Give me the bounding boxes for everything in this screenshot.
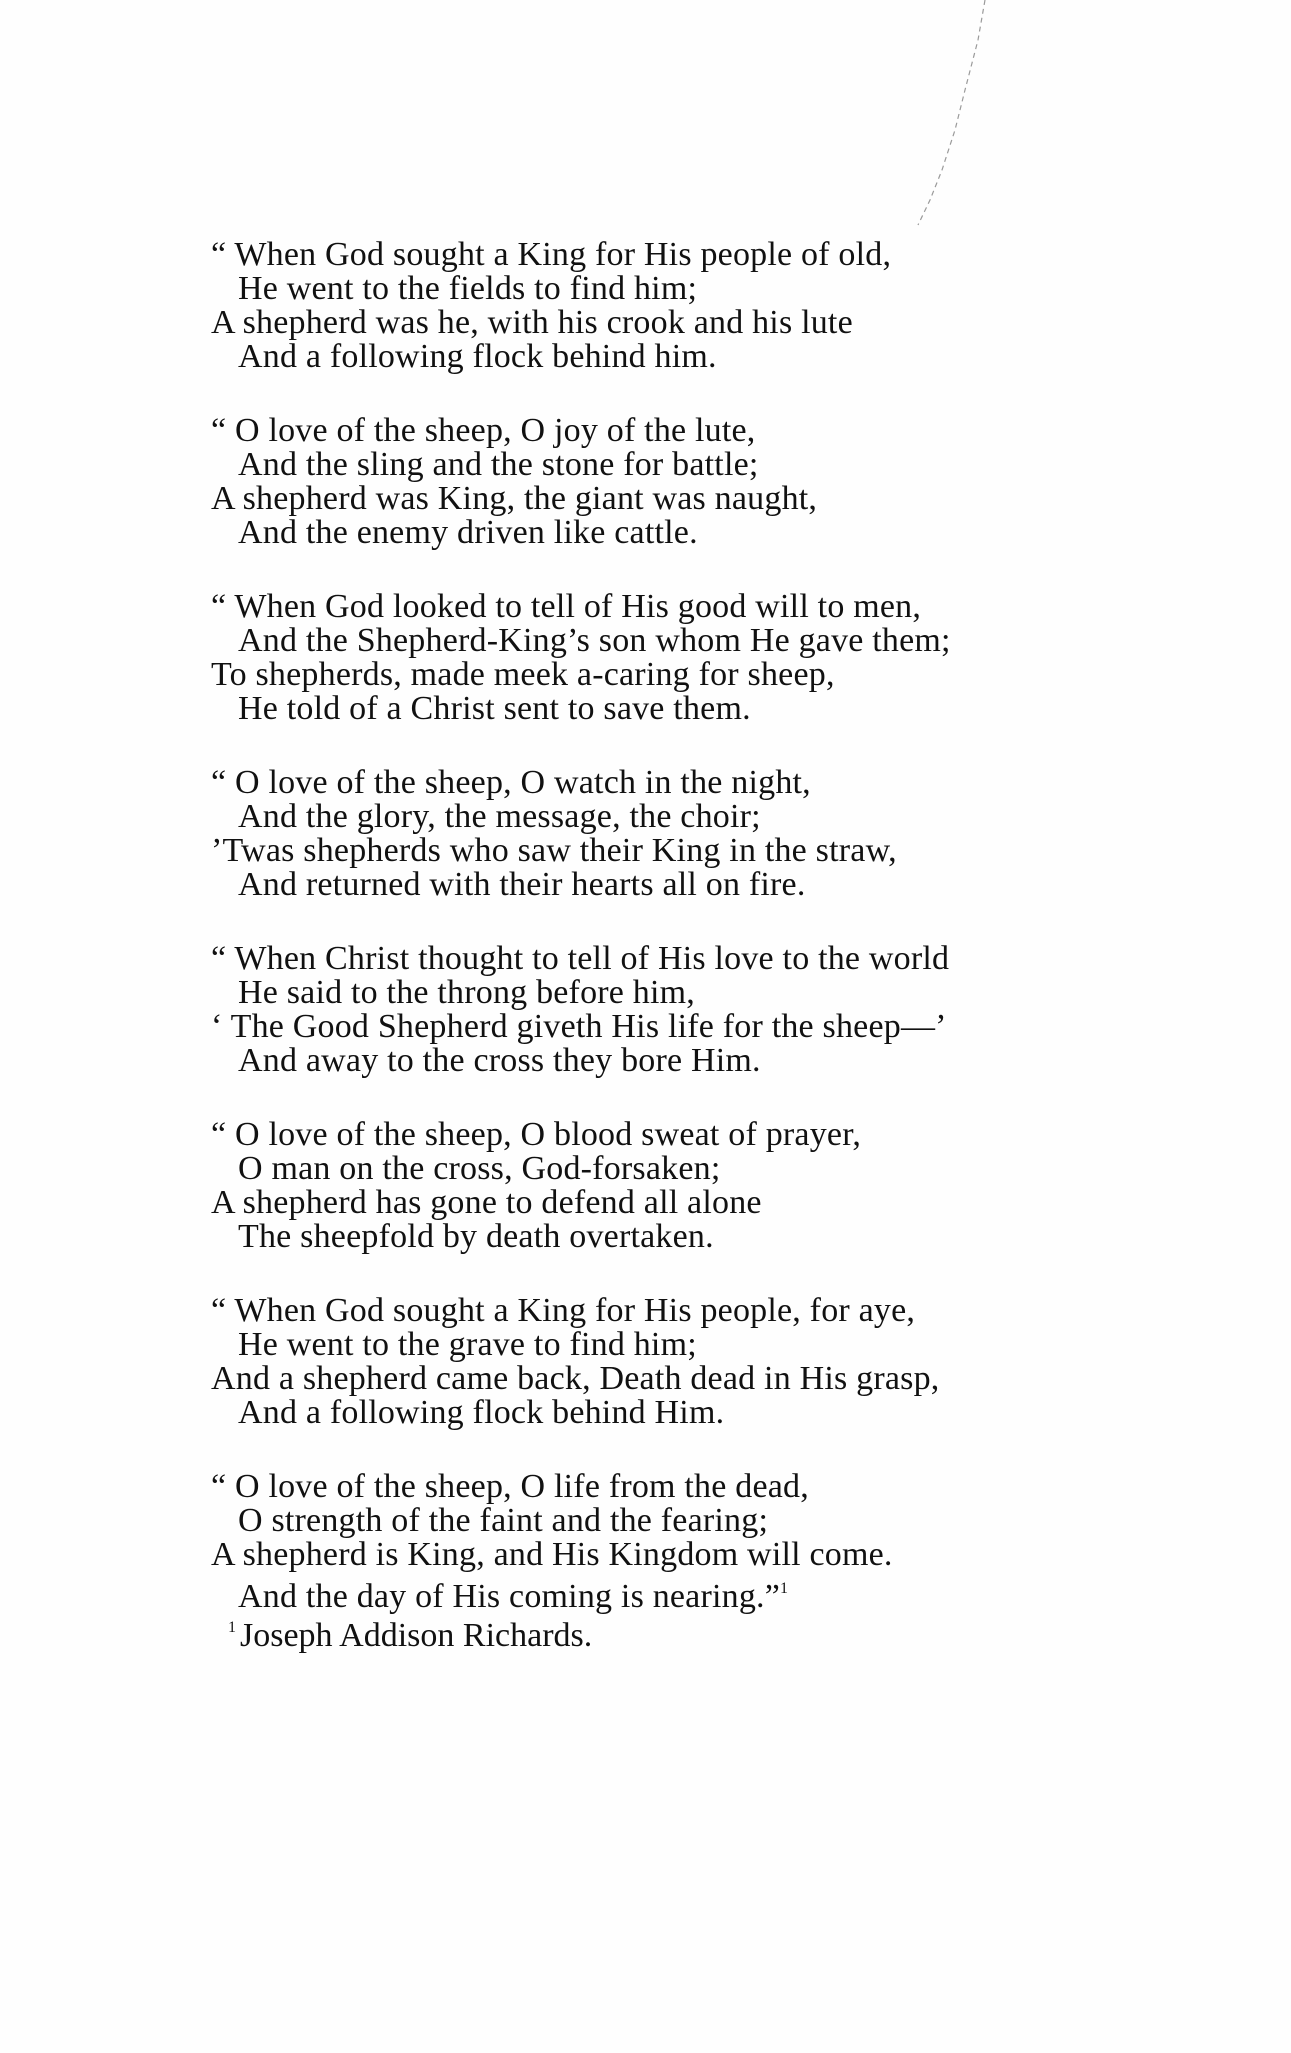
- poem-line: To shepherds, made meek a-caring for sheep,: [211, 656, 835, 693]
- stanza-3: [205, 590, 1125, 726]
- footnote-text: Joseph Addison Richards.: [240, 1617, 593, 1654]
- poem: [205, 238, 1125, 1654]
- poem-line: O strength of the faint and the fearing;: [238, 1502, 769, 1539]
- poem-line: And the glory, the message, the choir;: [238, 798, 761, 835]
- poem-line: “ O love of the sheep, O joy of the lute,: [211, 412, 756, 449]
- poem-line: And the Shepherd-King’s son whom He gave them;: [238, 622, 951, 659]
- poem-line: The sheepfold by death overtaken.: [238, 1218, 714, 1255]
- poem-line: O man on the cross, God-forsaken;: [238, 1150, 721, 1187]
- poem-line: “ When God sought a King for His people of old,: [211, 236, 892, 273]
- poem-line: “ When Christ thought to tell of His love to the world: [211, 940, 950, 977]
- poem-line-text: And the day of His coming is nearing.”: [238, 1578, 781, 1615]
- page-crease-mark: [0, 0, 1291, 260]
- footnote-marker: 1: [228, 1619, 236, 1636]
- stanza-2: [205, 414, 1125, 550]
- poem-line: A shepherd is King, and His Kingdom will come.: [211, 1536, 893, 1573]
- poem-line: [205, 1572, 1125, 1614]
- stanza-4: [205, 766, 1125, 902]
- footnote-reference: 1: [780, 1580, 789, 1597]
- poem-line: He told of a Christ sent to save them.: [238, 690, 751, 727]
- poem-line: A shepherd has gone to defend all alone: [211, 1184, 762, 1221]
- poem-line: He went to the grave to find him;: [238, 1326, 697, 1363]
- footnote: [228, 1611, 592, 1653]
- stanza-5: [205, 942, 1125, 1078]
- poem-line: “ When God sought a King for His people, for aye,: [211, 1292, 916, 1329]
- stanza-7: [205, 1294, 1125, 1430]
- poem-line: And a shepherd came back, Death dead in His grasp,: [211, 1360, 940, 1397]
- poem-line: And the sling and the stone for battle;: [238, 446, 759, 483]
- poem-line: A shepherd was King, the giant was naught,: [211, 480, 818, 517]
- poem-line: “ O love of the sheep, O watch in the night,: [211, 764, 811, 801]
- poem-line: A shepherd was he, with his crook and his lute: [211, 304, 853, 341]
- poem-line: ’Twas shepherds who saw their King in the straw,: [211, 832, 897, 869]
- poem-line: And the enemy driven like cattle.: [238, 514, 698, 551]
- poem-line: And away to the cross they bore Him.: [238, 1042, 761, 1079]
- poem-line: And a following flock behind him.: [238, 338, 717, 375]
- poem-line: ‘ The Good Shepherd giveth His life for the sheep—’: [211, 1008, 947, 1045]
- poem-line: “ O love of the sheep, O life from the dead,: [211, 1468, 809, 1505]
- poem-line: And returned with their hearts all on fire.: [238, 866, 806, 903]
- stanza-8: [205, 1470, 1125, 1614]
- stanza-6: [205, 1118, 1125, 1254]
- poem-line: “ When God looked to tell of His good will to men,: [211, 588, 922, 625]
- poem-line: “ O love of the sheep, O blood sweat of prayer,: [211, 1116, 862, 1153]
- stanza-1: [205, 238, 1125, 374]
- poem-line: He went to the fields to find him;: [238, 270, 698, 307]
- poem-line: And a following flock behind Him.: [238, 1394, 725, 1431]
- poem-line: He said to the throng before him,: [238, 974, 695, 1011]
